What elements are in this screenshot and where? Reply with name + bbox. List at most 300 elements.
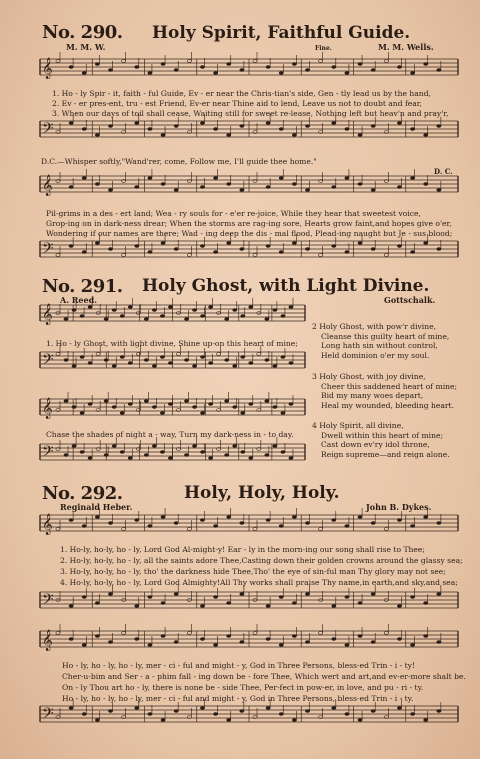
note-head [122, 528, 126, 531]
note-head [95, 63, 99, 66]
note-head [332, 122, 336, 125]
note-head [214, 644, 218, 647]
note-head [80, 412, 84, 415]
note-head [187, 528, 191, 531]
note-head [148, 596, 152, 599]
note-head [88, 306, 92, 309]
note-head [64, 359, 68, 362]
note-head [424, 63, 428, 66]
note-head [240, 189, 244, 192]
clef-icon: 𝄢 [42, 591, 54, 612]
chorus-line: Grop-ing on in dark-ness drear; When the storms are rag-ing sore, Hearts grow faint,and hopes give o'er, [46, 219, 452, 228]
note-head [225, 318, 229, 321]
note-head [144, 400, 148, 403]
note-head [397, 186, 401, 189]
note-head [152, 365, 156, 368]
note-head [214, 72, 218, 75]
note-head [289, 306, 293, 309]
note-head [214, 251, 218, 254]
note-head [225, 400, 229, 403]
music-credit: Gottschalk. [384, 295, 436, 305]
note-head [80, 315, 84, 318]
note-head [72, 445, 76, 448]
note-head [257, 353, 261, 356]
stanza-line: Cleanse this guilty heart of mine, [321, 331, 450, 341]
stanza [312, 372, 457, 410]
note-head [95, 134, 99, 137]
note-head [424, 719, 428, 722]
note-head [424, 516, 428, 519]
note-head [319, 528, 323, 531]
note-head [240, 641, 244, 644]
note-head [160, 451, 164, 454]
note-head [108, 522, 112, 525]
note-head [174, 710, 178, 713]
note-head [122, 254, 126, 257]
note-head [108, 69, 112, 72]
note-head [104, 400, 108, 403]
note-head [305, 641, 309, 644]
note-head [108, 641, 112, 644]
note-head [80, 356, 84, 359]
note-head [266, 122, 270, 125]
note-head [241, 412, 245, 415]
verse-line: 4. Ho-ly, ho-ly, ho - ly, Lord God Almighty!All Thy works shall praise Thy name,in earth,and sky,and sea; [60, 578, 458, 587]
note-head [174, 593, 178, 596]
note-head [201, 356, 205, 359]
note-head [266, 245, 270, 248]
dc-note: D.C.—Whisper softly,"Wand'rer, come, Follow me, I'll guide thee home." [41, 157, 317, 166]
note-head [345, 128, 349, 131]
note-head [241, 451, 245, 454]
note-head [411, 644, 415, 647]
words-credit: Reginald Heber. [60, 502, 133, 512]
note-head [332, 638, 336, 641]
verse-line: 2. Ev - er pres-ent, tru - est Friend, Ev-er near Thine aid to lend, Leave us not to doubt and fear, [52, 99, 423, 108]
note-head [201, 451, 205, 454]
clef-icon: 𝄢 [42, 351, 54, 372]
note-head [411, 713, 415, 716]
note-head [371, 189, 375, 192]
note-head [128, 457, 132, 460]
stanza-line: Heal my wounded, bleeding heart. [321, 400, 455, 410]
refrain-line: Ho - ly, ho - ly, ho - ly, mer - ci - ful and might - y, God in Three Persons, bless-ed Trin - i - ty! [62, 661, 416, 670]
note-head [227, 719, 231, 722]
note-head [148, 525, 152, 528]
note-head [214, 596, 218, 599]
stanza-line: Cast down ev'ry idol throne, [321, 440, 430, 450]
note-head [95, 242, 99, 245]
note-head [122, 632, 126, 635]
note-head [281, 451, 285, 454]
note-head [273, 406, 277, 409]
note-head [217, 353, 221, 356]
note-head [168, 457, 172, 460]
note-head [397, 638, 401, 641]
note-head [319, 60, 323, 63]
note-head [69, 186, 73, 189]
note-head [200, 519, 204, 522]
note-head [384, 632, 388, 635]
words-credit: M. M. W. [66, 42, 106, 52]
refrain-line: On - ly Thou art ho - ly, there is none be - side Thee, Per-fect in pow-er, in love, and pu - ri - ty. [62, 683, 424, 692]
note-head [200, 66, 204, 69]
hymn-number: No. 292. [42, 483, 123, 504]
note-head [108, 189, 112, 192]
note-head [192, 365, 196, 368]
note-head [152, 309, 156, 312]
note-head [161, 602, 165, 605]
clef-icon: 𝄢 [42, 443, 54, 464]
note-head [332, 66, 336, 69]
music-credit: M. M. Wells. [378, 42, 434, 52]
note-head [411, 177, 415, 180]
note-head [148, 644, 152, 647]
note-head [332, 519, 336, 522]
note-head [358, 719, 362, 722]
note-head [292, 516, 296, 519]
chorus-line: Wondering if our names are there; Wad - ing deep the dis - mal flood, Plead-ing naught but Je - sus blood; [46, 229, 453, 238]
note-head [358, 602, 362, 605]
note-head [279, 596, 283, 599]
note-head [358, 183, 362, 186]
note-head [209, 362, 213, 365]
note-head [69, 638, 73, 641]
note-head [82, 525, 86, 528]
note-head [174, 641, 178, 644]
note-head [201, 412, 205, 415]
note-head [279, 251, 283, 254]
note-head [437, 69, 441, 72]
stanza-line: Bid my many woes depart, [321, 391, 424, 401]
hymn-title: Holy Ghost, with Light Divine. [142, 276, 430, 296]
note-head [345, 72, 349, 75]
note-head [108, 710, 112, 713]
note-head [227, 635, 231, 638]
note-head [168, 306, 172, 309]
note-head [82, 128, 86, 131]
note-head [152, 406, 156, 409]
note-head [72, 309, 76, 312]
note-head [411, 525, 415, 528]
note-head [411, 251, 415, 254]
note-head [88, 457, 92, 460]
note-head [144, 359, 148, 362]
note-head [56, 353, 60, 356]
note-head [187, 254, 191, 257]
note-head [265, 400, 269, 403]
note-head [437, 125, 441, 128]
note-head [168, 403, 172, 406]
music-credit: John B. Dykes. [366, 502, 432, 512]
note-head [64, 454, 68, 457]
verse-line: 3. Ho-ly, ho-ly, ho - ly, tho' the darkness hide Thee,Tho' the eye of sin-ful man Thy glory may not see; [60, 567, 446, 576]
note-head [233, 309, 237, 312]
clef-icon: 𝄢 [42, 705, 54, 726]
note-head [240, 125, 244, 128]
note-head [305, 522, 309, 525]
note-head [160, 412, 164, 415]
note-head [437, 248, 441, 251]
note-head [397, 122, 401, 125]
note-head [371, 522, 375, 525]
note-head [144, 318, 148, 321]
note-head [184, 359, 188, 362]
note-head [240, 69, 244, 72]
stanza-line: Reign supreme—and reign alone. [321, 449, 450, 459]
note-head [69, 605, 73, 608]
note-head [424, 602, 428, 605]
note-head [411, 596, 415, 599]
clef-icon: 𝄞 [42, 58, 53, 79]
note-head [249, 403, 253, 406]
note-head [292, 635, 296, 638]
note-head [201, 315, 205, 318]
note-head [174, 69, 178, 72]
note-head [82, 251, 86, 254]
note-head [72, 365, 76, 368]
note-head [161, 635, 165, 638]
note-head [253, 528, 257, 531]
note-head [253, 254, 257, 257]
note-head [122, 60, 126, 63]
note-head [80, 451, 84, 454]
note-head [227, 602, 231, 605]
note-head [332, 605, 336, 608]
note-head [200, 122, 204, 125]
note-head [128, 362, 132, 365]
clef-icon: 𝄞 [42, 304, 53, 325]
note-head [82, 644, 86, 647]
note-head [69, 66, 73, 69]
note-head [424, 242, 428, 245]
note-head [69, 245, 73, 248]
note-head [253, 632, 257, 635]
note-head [371, 593, 375, 596]
note-head [56, 632, 60, 635]
note-head [135, 605, 139, 608]
note-head [319, 254, 323, 257]
note-head [424, 183, 428, 186]
note-head [289, 362, 293, 365]
stanza [312, 322, 449, 360]
note-head [174, 248, 178, 251]
note-head [56, 60, 60, 63]
note-head [192, 445, 196, 448]
note-head [371, 641, 375, 644]
note-head [148, 713, 152, 716]
note-head [184, 400, 188, 403]
note-head [104, 359, 108, 362]
note-head [135, 245, 139, 248]
note-head [319, 632, 323, 635]
note-head [88, 362, 92, 365]
note-head [108, 248, 112, 251]
note-head [358, 516, 362, 519]
stanza-line: Cheer this saddened heart of mine; [321, 381, 458, 391]
note-head [265, 318, 269, 321]
note-head [56, 528, 60, 531]
verse-line: 1. Ho - ly Ghost, with light divine, Shine up-on this heart of mine; [46, 339, 298, 348]
note-head [289, 403, 293, 406]
note-head [279, 177, 283, 180]
note-head [69, 707, 73, 710]
note-head [332, 245, 336, 248]
note-head [371, 125, 375, 128]
note-head [281, 315, 285, 318]
note-head [305, 189, 309, 192]
note-head [120, 356, 124, 359]
note-head [200, 245, 204, 248]
note-head [266, 605, 270, 608]
note-head [82, 177, 86, 180]
note-head [345, 644, 349, 647]
note-head [174, 522, 178, 525]
chorus-line: Pil-grims in a des - ert land; Wea - ry souls for - e'er re-joice, While they hear that sweetest voice, [46, 209, 421, 218]
stanza-line: Held dominion o'er my soul. [321, 350, 430, 360]
note-head [292, 719, 296, 722]
note-head [345, 596, 349, 599]
note-head [95, 516, 99, 519]
note-head [233, 445, 237, 448]
note-head [200, 605, 204, 608]
note-head [266, 519, 270, 522]
stanza-line: Long hath sin without control, [321, 341, 438, 351]
note-head [104, 454, 108, 457]
note-head [227, 242, 231, 245]
note-head [112, 445, 116, 448]
verse-line: 2. Ho-ly, ho-ly, ho - ly, all the saints adore Thee,Casting down their golden crowns around the glassy sea; [60, 556, 463, 565]
note-head [112, 365, 116, 368]
note-head [241, 356, 245, 359]
note-head [209, 403, 213, 406]
note-head [240, 522, 244, 525]
note-head [160, 315, 164, 318]
note-head [273, 365, 277, 368]
dc-mark: D. C. [434, 167, 453, 176]
note-head [292, 602, 296, 605]
clef-icon: 𝄢 [42, 240, 54, 261]
note-head [345, 251, 349, 254]
note-head [160, 356, 164, 359]
note-head [240, 248, 244, 251]
note-head [174, 125, 178, 128]
note-head [437, 641, 441, 644]
note-head [161, 516, 165, 519]
note-head [233, 365, 237, 368]
note-head [332, 186, 336, 189]
hymn-number: No. 291. [42, 276, 123, 297]
note-head [241, 315, 245, 318]
note-head [305, 248, 309, 251]
note-head [187, 632, 191, 635]
note-head [227, 63, 231, 66]
note-head [108, 125, 112, 128]
note-head [148, 177, 152, 180]
note-head [108, 593, 112, 596]
note-head [168, 362, 172, 365]
note-head [437, 593, 441, 596]
note-head [273, 445, 277, 448]
note-head [152, 445, 156, 448]
note-head [279, 128, 283, 131]
note-head [266, 638, 270, 641]
note-head [135, 707, 139, 710]
note-head [265, 359, 269, 362]
hymn-title: Holy Spirit, Faithful Guide. [152, 23, 411, 43]
note-head [88, 403, 92, 406]
note-head [273, 309, 277, 312]
verse-line: 3. When our days of toil shall cease, Waiting still for sweet re-lease, Nothing left but heav'n and pray'r, [52, 109, 449, 118]
note-head [200, 707, 204, 710]
note-head [112, 406, 116, 409]
stanza-line: 2 Holy Ghost, with pow'r divine, [312, 322, 437, 331]
note-head [161, 719, 165, 722]
hymn-number: No. 290. [42, 22, 123, 43]
clef-icon: 𝄞 [42, 514, 53, 535]
note-head [214, 177, 218, 180]
note-head [289, 457, 293, 460]
note-head [292, 63, 296, 66]
clef-icon: 𝄢 [42, 120, 54, 141]
note-head [397, 245, 401, 248]
refrain-line: Cher-u-bim and Ser - a - phim fall - ing down be - fore Thee, Which wert and art,and ev-er-more shalt be. [62, 672, 466, 681]
note-head [135, 186, 139, 189]
note-head [345, 525, 349, 528]
note-head [148, 72, 152, 75]
hymn-title: Holy, Holy, Holy. [184, 483, 340, 503]
note-head [200, 638, 204, 641]
stanza [312, 421, 450, 459]
clef-icon: 𝄞 [42, 175, 53, 196]
note-head [69, 519, 73, 522]
stanza-line: Dwell within this heart of mine; [321, 430, 444, 440]
verse-line: 1. Ho-ly, ho-ly, ho - ly, Lord God Al-might-y! Ear - ly in the morn-ing our song shall rise to Thee; [60, 545, 425, 554]
note-head [384, 60, 388, 63]
note-head [281, 412, 285, 415]
note-head [305, 69, 309, 72]
note-head [120, 451, 124, 454]
note-head [411, 72, 415, 75]
note-head [397, 519, 401, 522]
note-head [240, 593, 244, 596]
note-head [397, 707, 401, 710]
fine-mark: Fine. [315, 45, 332, 52]
note-head [95, 183, 99, 186]
note-head [266, 66, 270, 69]
note-head [120, 412, 124, 415]
note-head [161, 63, 165, 66]
note-head [69, 122, 73, 125]
note-head [358, 635, 362, 638]
note-head [424, 134, 428, 137]
note-head [397, 605, 401, 608]
note-head [292, 242, 296, 245]
note-head [174, 189, 178, 192]
note-head [292, 134, 296, 137]
note-head [96, 353, 100, 356]
note-head [249, 306, 253, 309]
note-head [437, 710, 441, 713]
note-head [56, 254, 60, 257]
note-head [161, 242, 165, 245]
note-head [384, 254, 388, 257]
note-head [192, 309, 196, 312]
note-head [112, 309, 116, 312]
note-head [135, 638, 139, 641]
note-head [227, 516, 231, 519]
note-head [345, 177, 349, 180]
